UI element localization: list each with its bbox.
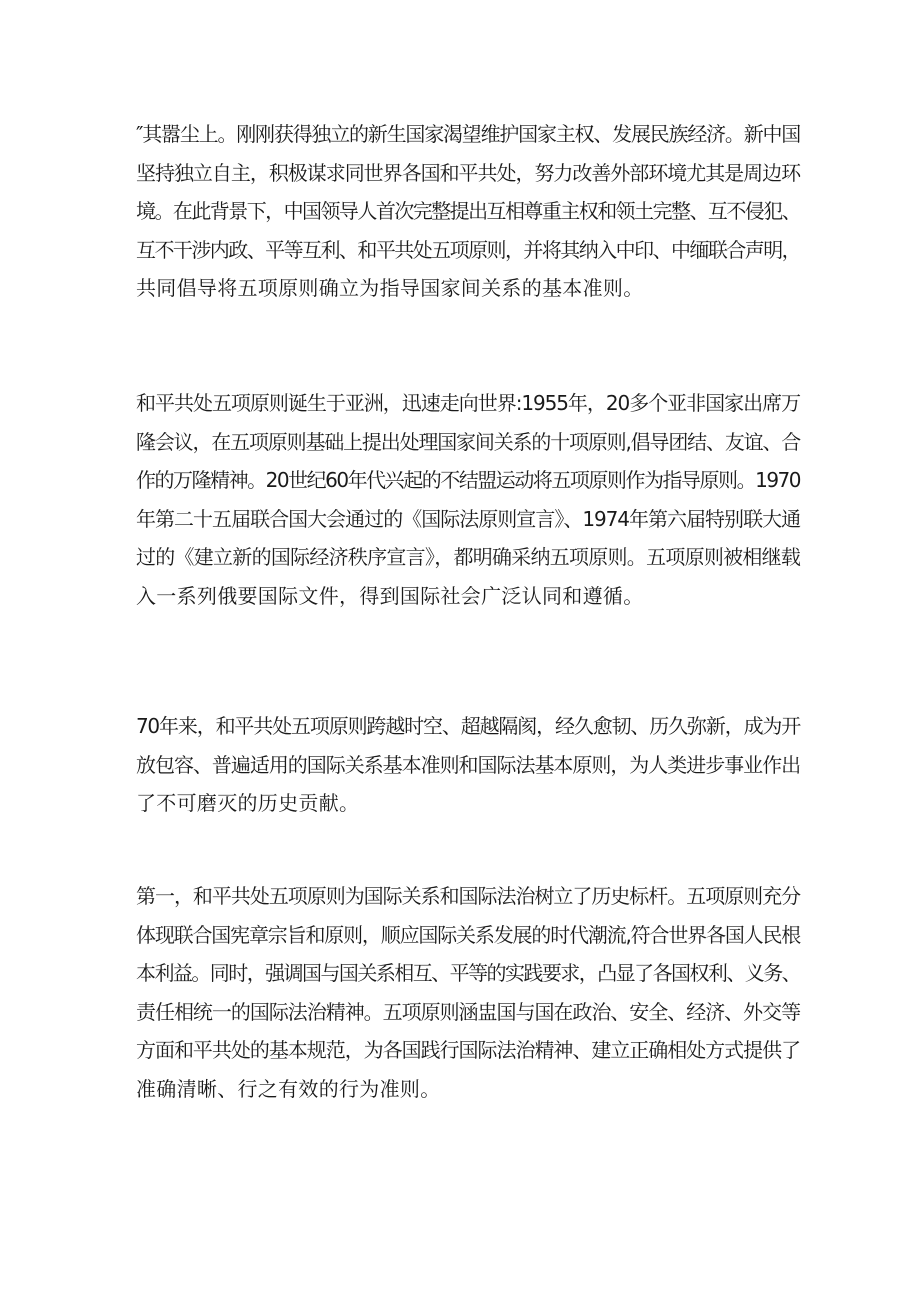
- text-line: 年第二十五届联合国大会通过的《国际法原则宣言》、1974年第六届特别联大通: [136, 506, 800, 531]
- text-line: 体现联合国宪章宗旨和原则，顺应国际关系发展的时代潮流,符合世界各国人民根: [136, 922, 800, 947]
- text-line: 70年来，和平共处五项原则跨越时空、超越隔阂，经久愈韧、历久弥新，成为开: [136, 714, 800, 738]
- text-line: 和平共处五项原则诞生于亚洲，迅速走向世界:1955年，20多个亚非国家出席万: [136, 391, 800, 415]
- paragraph-4: [136, 877, 800, 1108]
- text-line: 境。在此背景下，中国领导人首次完整提出互相尊重主权和领土完整、互不侵犯、: [136, 199, 800, 223]
- paragraph-2: [136, 384, 800, 615]
- text-line: 第一，和平共处五项原则为国际关系和国际法治树立了历史标杆。五项原则充分: [136, 884, 800, 908]
- text-line: 隆会议，在五项原则基础上提出处理国家间关系的十项原则,倡导团结、友谊、合: [136, 429, 800, 454]
- text-line: 共同倡导将五项原则确立为指导国家间关系的基本准则。: [136, 276, 644, 300]
- text-line: 方面和平共处的基本规范，为各国践行国际法治精神、建立正确相处方式提供了: [136, 1038, 800, 1062]
- paragraph-3: [136, 707, 800, 823]
- text-line: 准确清晰、行之有效的行为准则。: [136, 1076, 441, 1101]
- text-line: ″其嚣尘上。刚刚获得独立的新生国家渴望维护国家主权、发展民族经济。新中国: [136, 122, 800, 146]
- paragraph-1: [136, 115, 800, 308]
- text-line: 本利益。同时，强调国与国关系相互、平等的实践要求，凸显了各国权利、义务、: [136, 961, 800, 985]
- text-line: 坚持独立自主，积极谋求同世界各国和平共处，努力改善外部环境尤其是周边环: [136, 160, 800, 185]
- text-line: 互不干涉内政、平等互利、和平共处五项原则，并将其纳入中印、中缅联合声明，: [136, 237, 800, 262]
- text-line: 作的万隆精神。20世纪60年代兴起的不结盟运动将五项原则作为指导原则。1970: [136, 468, 800, 492]
- text-line: 入一系列俄要国际文件，得到国际社会广泛认同和遵循。: [136, 583, 644, 608]
- text-line: 过的《建立新的国际经济秩序宣言》，都明确采纳五项原则。五项原则被相继载: [136, 545, 800, 569]
- text-line: 责任相统一的国际法治精神。五项原则涵盅国与国在政治、安全、经济、外交等: [136, 999, 800, 1024]
- text-line: 了不可磨灭的历史贡献。: [136, 791, 360, 815]
- text-line: 放包容、普遍适用的国际关系基本准则和国际法基本原则，为人类进步事业作出: [136, 752, 800, 777]
